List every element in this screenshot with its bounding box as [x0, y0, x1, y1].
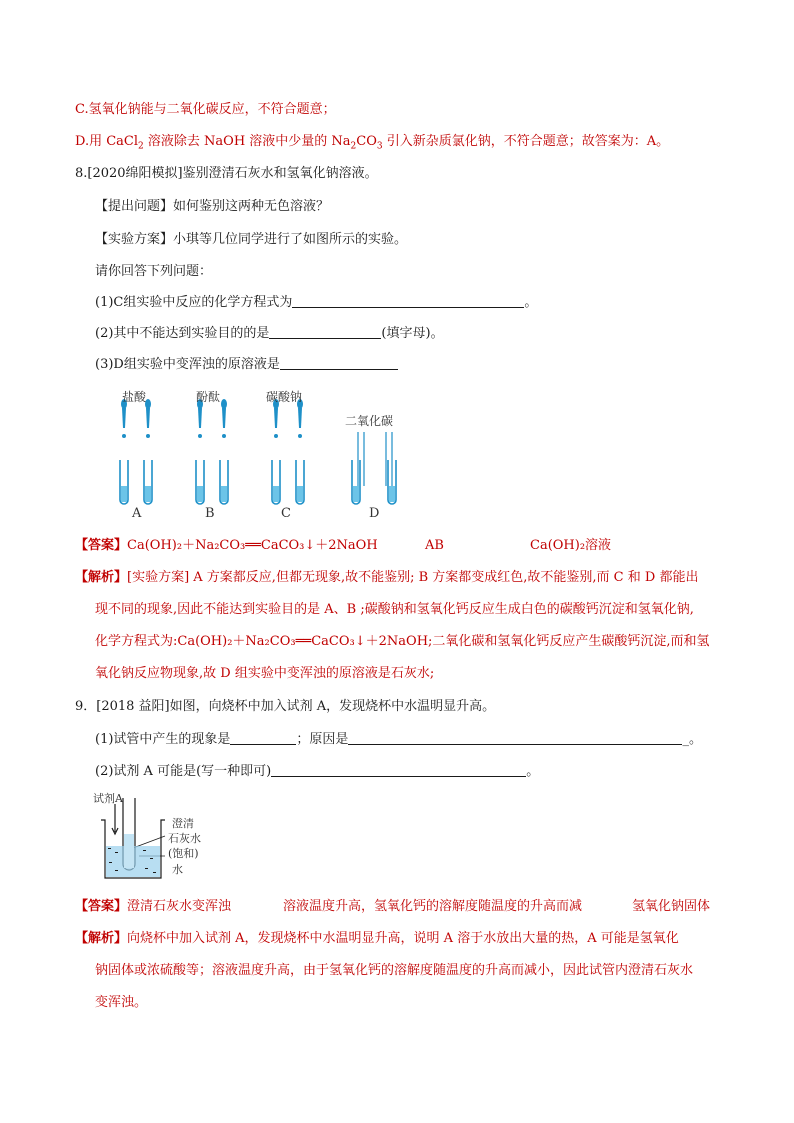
q8-part3: (3)D组实验中变浑浊的原溶液是 [95, 355, 398, 375]
water-label: 水 [172, 863, 183, 876]
q8-experiment-plan: 【实验方案】小琪等几位同学进行了如图所示的实验。 [95, 232, 408, 247]
q9-analysis-line2: 钠固体或浓硫酸等；溶液温度升高，由于氢氧化钙的溶解度随温度的升高而减小，因此试管内澄清石灰水 [95, 963, 694, 978]
group-label-c: C [281, 506, 291, 521]
limewater-label-3: (饱和) [168, 847, 199, 860]
limewater-label-2: 石灰水 [168, 832, 201, 845]
q8-answer: 【答案】Ca(OH)₂＋Na₂CO₃══CaCO₃↓＋2NaOH [75, 538, 378, 553]
q8-answer-2: AB [425, 538, 444, 553]
q9-analysis-line3: 变浑浊。 [95, 995, 148, 1010]
q8-analysis-line2: 现不同的现象,因此不能达到实验目的是 A、B ;碳酸钠和氢氧化钙反应生成白色的碳酸钙沉淀和氢氧化钠, [95, 602, 694, 617]
reagent-a-label: 试剂A [93, 792, 123, 805]
answer-blank [271, 762, 526, 777]
group-label-d: D [369, 506, 380, 521]
q9-analysis-line1: 【解析】向烧杯中加入试剂 A，发现烧杯中水温明显升高，说明 A 溶于水放出大量的热，A 可能是氢氧化 [75, 931, 679, 946]
q8-analysis-line4: 氧化钠反应物现象,故 D 组实验中变浑浊的原溶液是石灰水; [95, 666, 435, 681]
q9-answer: 【答案】澄清石灰水变浑浊 [75, 899, 232, 914]
q9-title: 9．[2018 益阳]如图，向烧杯中加入试剂 A，发现烧杯中水温明显升高。 [75, 699, 496, 714]
q9-part1: (1)试管中产生的现象是 ；原因是 _。 [95, 732, 702, 747]
answer-blank [269, 324, 381, 339]
q8-title: 8.[2020绵阳模拟]鉴别澄清石灰水和氢氧化钠溶液。 [75, 166, 378, 181]
answer-blank [230, 730, 296, 745]
q9-answer-2: 溶液温度升高，氢氧化钙的溶解度随温度的升高而减 [283, 899, 583, 914]
reagent-label-phenolphthalein: 酚酞 [196, 390, 221, 404]
group-label-a: A [132, 506, 142, 521]
q9-part2: (2)试剂 A 可能是(写一种即可) 。 [95, 764, 540, 779]
q8-analysis-line3: 化学方程式为:Ca(OH)₂＋Na₂CO₃══CaCO₃↓＋2NaOH;二氧化碳和氢氧化钙反应产生碳酸钙沉淀,而和氢 [95, 634, 710, 649]
prev-option-c: C.氢氧化钠能与二氧化碳反应，不符合题意； [75, 102, 336, 117]
answer-blank [292, 293, 524, 308]
q8-raise-question: 【提出问题】如何鉴别这两种无色溶液？ [95, 199, 330, 214]
q9-answer-3: 氢氧化钠固体 [632, 899, 711, 914]
q8-part1: (1)C组实验中反应的化学方程式为 。 [95, 295, 538, 310]
reagent-label-sodium-carbonate: 碳酸钠 [266, 390, 303, 404]
q8-test-tube-figure [100, 382, 430, 527]
group-label-b: B [205, 506, 215, 521]
q8-analysis-line1: 【解析】[实验方案] A 方案都反应,但都无现象,故不能鉴别; B 方案都变成红色,故不能鉴别,而 C 和 D 都能出 [75, 570, 699, 585]
q8-answer-3: Ca(OH)₂溶液 [530, 538, 612, 553]
answer-blank [348, 730, 682, 745]
answer-blank [280, 355, 398, 370]
q8-part2: (2)其中不能达到实验目的的是 (填字母)。 [95, 326, 444, 341]
q8-prompt: 请你回答下列问题： [95, 264, 213, 279]
reagent-label-carbon-dioxide: 二氧化碳 [345, 414, 394, 428]
prev-option-d: D.用 CaCl$_2$ 溶液除去 NaOH 溶液中少量的 $Na_2CO_3$ 引入新杂质氯化钠，不符合题意；故答案为：A。 [75, 134, 670, 152]
limewater-label-1: 澄清 [172, 817, 194, 830]
reagent-label-hydrochloric-acid: 盐酸 [122, 390, 147, 404]
